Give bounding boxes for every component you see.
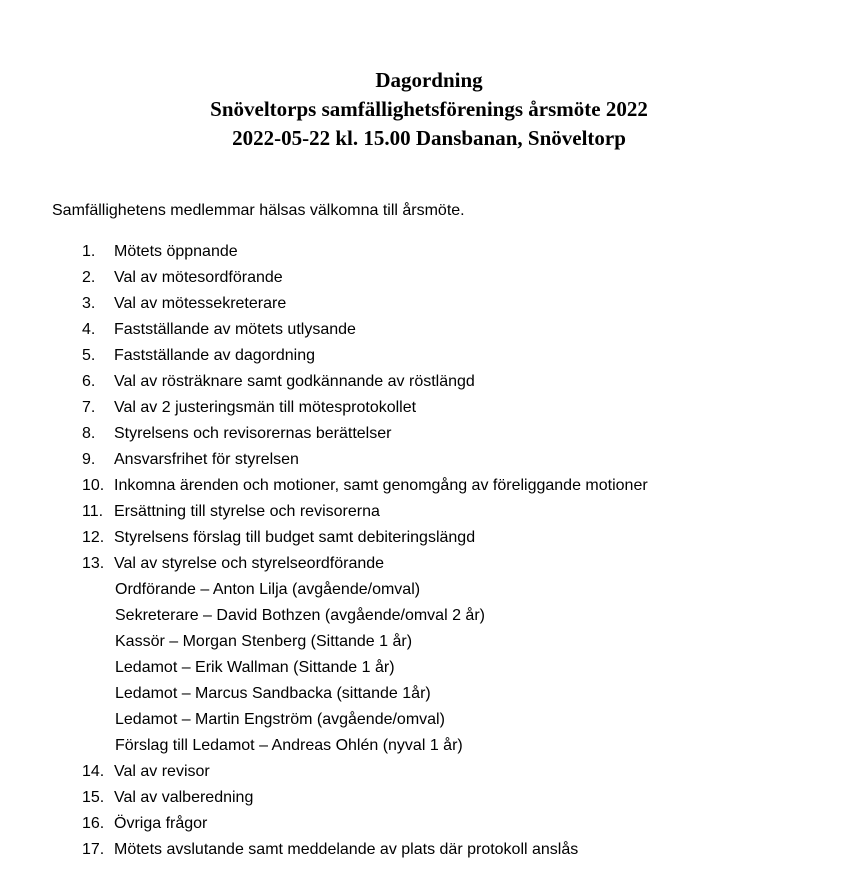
meeting-date-place: 2022-05-22 kl. 15.00 Dansbanan, Snöveltorp (232, 126, 626, 150)
agenda-item-number: 4. (82, 321, 96, 338)
welcome-text: Samfällighetens medlemmar hälsas välkomna till årsmöte. (52, 202, 465, 219)
agenda-item-text: Fastställande av dagordning (114, 347, 316, 364)
agenda-item-text: Styrelsens och revisorernas berättelser (114, 425, 392, 442)
agenda-item-number: 17. (82, 841, 105, 858)
board-candidate: Ledamot – Martin Engström (avgående/omval) (115, 711, 445, 728)
document-header (0, 66, 858, 153)
board-candidate: Ledamot – Erik Wallman (Sittande 1 år) (115, 659, 395, 676)
agenda-item-number: 8. (82, 425, 96, 442)
board-candidates-list (115, 579, 485, 761)
agenda-item-number: 10. (82, 477, 105, 494)
agenda-item-number: 3. (82, 295, 96, 312)
agenda-item-text: Val av mötesordförande (114, 269, 283, 286)
agenda-item-number: 13. (82, 555, 105, 572)
agenda-item-text: Ersättning till styrelse och revisorerna (114, 503, 380, 520)
agenda-item-text: Inkomna ärenden och motioner, samt genomgång av föreliggande motioner (114, 477, 648, 494)
agenda-item-number: 7. (82, 399, 96, 416)
agenda-item-text: Val av rösträknare samt godkännande av röstlängd (114, 373, 475, 390)
agenda-item-number: 6. (82, 373, 96, 390)
agenda-item-text: Mötets avslutande samt meddelande av plats där protokoll anslås (114, 841, 579, 858)
agenda-item-text: Styrelsens förslag till budget samt debiteringslängd (114, 529, 476, 546)
agenda-item-text: Val av valberedning (114, 789, 254, 806)
agenda-item-number: 2. (82, 269, 96, 286)
agenda-item-number: 1. (82, 243, 96, 260)
agenda-item-text: Val av revisor (114, 763, 210, 780)
agenda-item-number: 15. (82, 789, 105, 806)
agenda-item-number: 5. (82, 347, 96, 364)
agenda-item-number: 12. (82, 529, 105, 546)
association-meeting-title: Snöveltorps samfällighetsförenings årsmöte 2022 (210, 97, 648, 121)
board-candidate: Sekreterare – David Bothzen (avgående/omval 2 år) (115, 607, 485, 624)
document-title: Dagordning (375, 68, 483, 92)
board-candidate: Ordförande – Anton Lilja (avgående/omval) (115, 581, 421, 598)
board-candidate: Ledamot – Marcus Sandbacka (sittande 1år) (115, 685, 431, 702)
agenda-item-text: Fastställande av mötets utlysande (114, 321, 356, 338)
agenda-item-number: 16. (82, 815, 105, 832)
agenda-item-text: Val av mötessekreterare (114, 295, 287, 312)
agenda-item-text: Val av 2 justeringsmän till mötesprotokollet (114, 399, 417, 416)
agenda-item-text: Val av styrelse och styrelseordförande (114, 555, 385, 572)
agenda-item-text: Mötets öppnande (114, 243, 238, 260)
board-candidate: Kassör – Morgan Stenberg (Sittande 1 år) (115, 633, 413, 650)
agenda-item-number: 9. (82, 451, 96, 468)
agenda-item-text: Ansvarsfrihet för styrelsen (114, 451, 299, 468)
agenda-item-number: 11. (82, 503, 104, 520)
agenda-item-text: Övriga frågor (114, 815, 208, 832)
board-candidate: Förslag till Ledamot – Andreas Ohlén (nyval 1 år) (115, 737, 463, 754)
agenda-item-number: 14. (82, 763, 105, 780)
